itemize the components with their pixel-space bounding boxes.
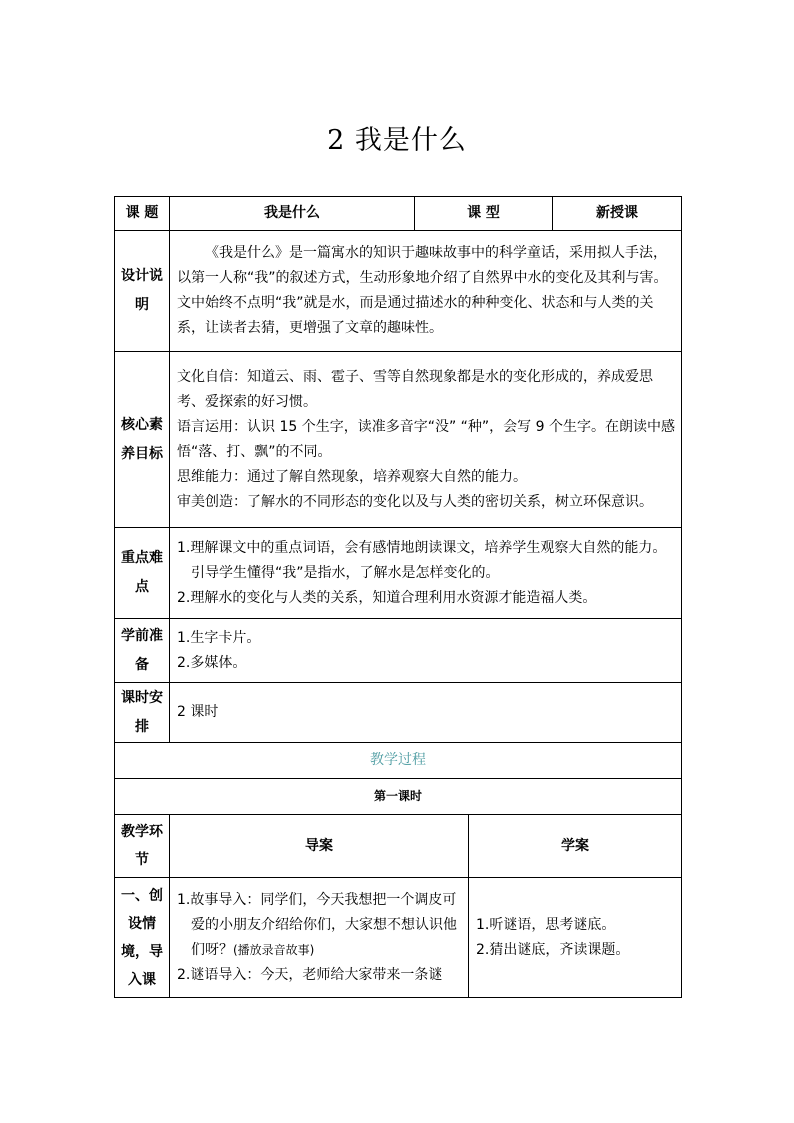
preparation bbox=[170, 619, 682, 683]
prep-item-cards: 1.生字卡片。 bbox=[177, 629, 261, 646]
study-item-1: 1.听谜语，思考谜底。 bbox=[476, 916, 616, 933]
design-description bbox=[170, 231, 682, 352]
guide-item-1-note: (播放录音故事) bbox=[233, 942, 315, 957]
core-goal-thinking: 思维能力：通过了解自然现象，培养观察大自然的能力。 bbox=[177, 468, 527, 485]
guide-item-2: 2.谜语导入：今天，老师给大家带来一条谜 bbox=[177, 966, 443, 983]
lesson-info-table bbox=[114, 196, 682, 743]
study-item-2: 2.猜出谜底，齐读课题。 bbox=[476, 941, 630, 958]
teaching-process-table bbox=[114, 742, 682, 998]
topic-label: 课 题 bbox=[115, 197, 170, 231]
schedule-label: 课时安排 bbox=[115, 683, 170, 743]
preparation-label: 学前准备 bbox=[115, 619, 170, 683]
schedule-value: 2 课时 bbox=[170, 683, 682, 743]
key-points bbox=[170, 528, 682, 619]
key-points-label: 重点难点 bbox=[115, 528, 170, 619]
stage-column-header: 教学环节 bbox=[115, 815, 170, 878]
type-label: 课 型 bbox=[415, 197, 553, 231]
design-text: 《我是什么》是一篇寓水的知识于趣味故事中的科学童话，采用拟人手法，以第一人称“我”的叙述方式，生动形象地介绍了自然界中水的变化及其利与害。文中始终不点明“我”就是水，而是通过描述水的种种变化、状态和与人类的关系，让读者去猜，更增强了文章的趣味性。 bbox=[177, 245, 668, 336]
teaching-process-heading: 教学过程 bbox=[115, 743, 682, 779]
type-value: 新授课 bbox=[553, 197, 682, 231]
topic-value: 我是什么 bbox=[170, 197, 415, 231]
core-literacy-label: 核心素养目标 bbox=[115, 352, 170, 528]
key-point-2: 2.理解水的变化与人类的关系，知道合理利用水资源才能造福人类。 bbox=[177, 589, 597, 606]
design-label: 设计说明 bbox=[115, 231, 170, 352]
core-goal-language: 语言运用：认识 15 个生字，读准多音字“没” “种”，会写 9 个生字。在朗读中感悟“落、打、飘”的不同。 bbox=[177, 418, 675, 460]
prep-item-media: 2.多媒体。 bbox=[177, 654, 247, 671]
core-goal-aesthetic: 审美创造：了解水的不同形态的变化以及与人类的密切关系，树立环保意识。 bbox=[177, 493, 653, 510]
session-heading: 第一课时 bbox=[115, 779, 682, 815]
stage-1-label: 一、创设情境，导入课 bbox=[115, 878, 170, 998]
guide-column-header: 导案 bbox=[170, 815, 469, 878]
guide-item-1 bbox=[177, 888, 462, 963]
key-point-1: 1.理解课文中的重点词语，会有感情地朗读课文，培养学生观察大自然的能力。引导学生懂得“我”是指水，了解水是怎样变化的。 bbox=[177, 539, 667, 581]
study-column-header: 学案 bbox=[469, 815, 682, 878]
core-goal-culture: 文化自信：知道云、雨、雹子、雪等自然现象都是水的变化形成的，养成爱思考、爱探索的好习惯。 bbox=[177, 368, 653, 410]
stage-1-study bbox=[469, 878, 682, 998]
core-literacy-goals bbox=[170, 352, 682, 528]
stage-1-guide bbox=[170, 878, 469, 998]
guide-item-1-text: 1.故事导入：同学们，今天我想把一个调皮可爱的小朋友介绍给你们，大家想不想认识他们呀？ bbox=[177, 891, 457, 958]
page-title: 2 我是什么 bbox=[327, 125, 467, 156]
